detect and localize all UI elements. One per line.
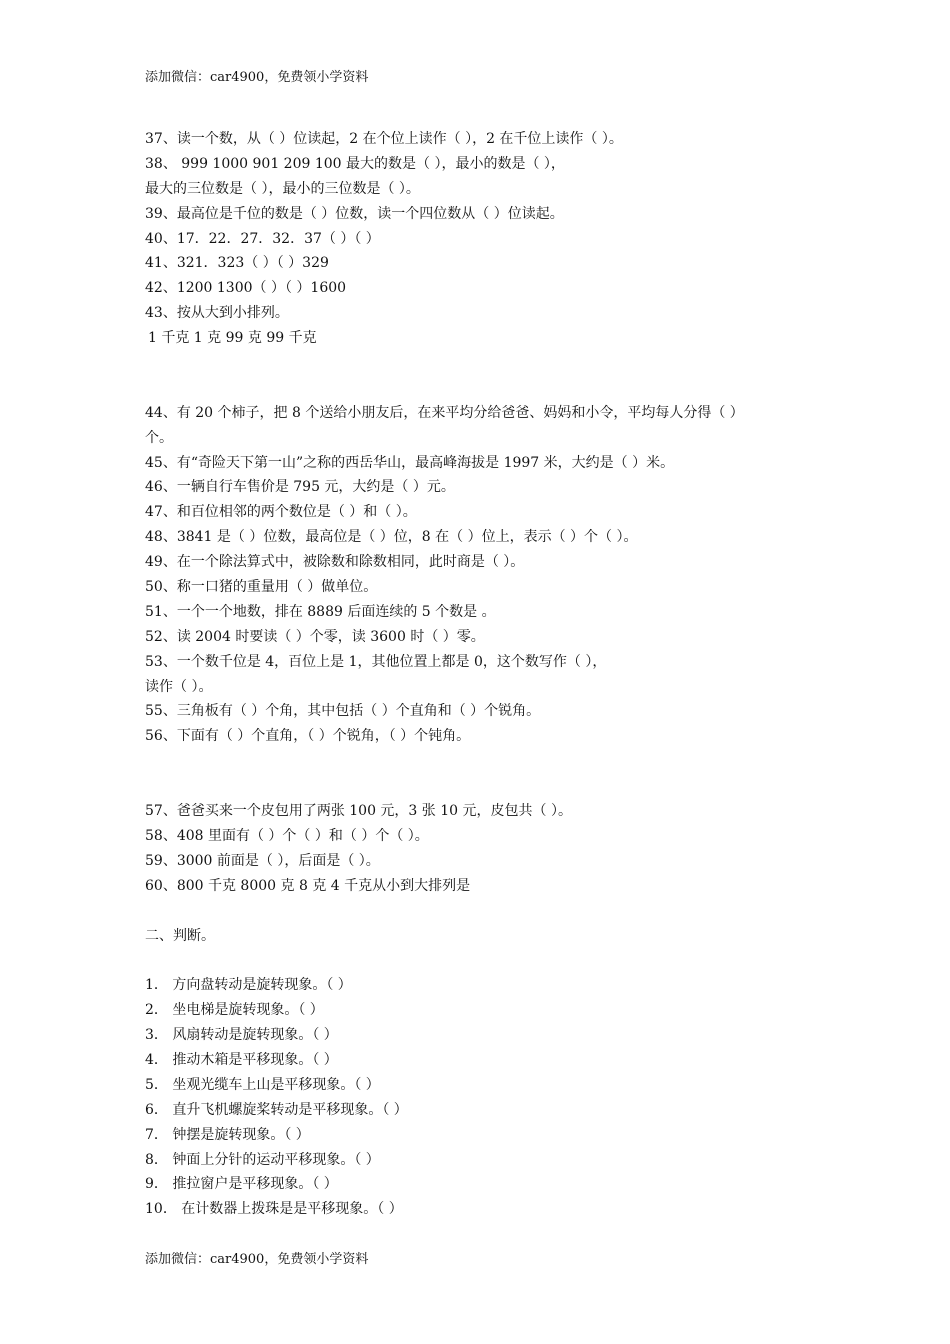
question-block-57-60 (145, 799, 845, 899)
question-line: 53、一个数千位是 4，百位上是 1，其他位置上都是 0，这个数写作（ ）， (145, 653, 607, 670)
blank-space (145, 749, 845, 774)
section-heading-judge: 二、判断。 (145, 927, 215, 944)
judge-item: 9． 推拉窗户是平移现象。（ ） (145, 1176, 338, 1193)
question-line: 个。 (145, 429, 173, 446)
judge-item: 3． 风扇转动是旋转现象。（ ） (145, 1027, 338, 1044)
question-line: 1 千克 1 克 99 克 99 千克 (148, 330, 317, 347)
question-line: 最大的三位数是（ ），最小的三位数是（ ）。 (145, 180, 420, 197)
question-line: 39、最高位是千位的数是（ ）位数，读一个四位数从（ ）位读起。 (145, 205, 564, 222)
question-line: 60、800 千克 8000 克 8 克 4 千克从小到大排列是 (145, 877, 471, 894)
judge-item: 8． 钟面上分针的运动平移现象。（ ） (145, 1151, 380, 1168)
question-line: 45、有“奇险天下第一山”之称的西岳华山，最高峰海拔是 1997 米，大约是（ ）米。 (145, 454, 675, 471)
judge-item: 7． 钟摆是旋转现象。（ ） (145, 1126, 310, 1143)
question-line: 43、按从大到小排列。 (145, 305, 289, 322)
judge-item: 6． 直升飞机螺旋桨转动是平移现象。（ ） (145, 1101, 408, 1118)
judge-item: 5． 坐观光缆车上山是平移现象。（ ） (145, 1076, 380, 1093)
question-line: 46、一辆自行车售价是 795 元，大约是（ ）元。 (145, 479, 455, 496)
question-line: 40、17．22．27．32．37（ ）（ ） (145, 230, 380, 247)
question-line: 47、和百位相邻的两个数位是（ ）和（ ）。 (145, 504, 417, 521)
blank-space (145, 774, 845, 799)
judge-list (145, 973, 845, 1222)
judge-item: 2． 坐电梯是旋转现象。（ ） (145, 1002, 324, 1019)
question-line: 42、1200 1300（ ）（ ）1600 (145, 280, 347, 297)
question-line: 50、称一口猪的重量用（ ）做单位。 (145, 579, 378, 596)
question-line: 38、 999 1000 901 209 100 最大的数是（ ），最小的数是（ ）， (145, 155, 565, 172)
question-line: 57、爸爸买来一个皮包用了两张 100 元，3 张 10 元，皮包共（ ）。 (145, 803, 572, 820)
question-line: 读作（ ）。 (145, 678, 213, 695)
page-footer: 添加微信：car4900，免费领小学资料 (145, 1252, 369, 1267)
question-line: 58、408 里面有（ ）个（ ）和（ ）个（ ）。 (145, 827, 429, 844)
blank-space (145, 948, 845, 973)
question-block-44-56 (145, 401, 845, 749)
judge-item: 4． 推动木箱是平移现象。（ ） (145, 1051, 338, 1068)
question-line: 52、读 2004 时要读（ ）个零，读 3600 时（ ）零。 (145, 628, 485, 645)
question-line: 51、一个一个地数，排在 8889 后面连续的 5 个数是 。 (145, 603, 496, 620)
question-line: 55、三角板有（ ）个角，其中包括（ ）个直角和（ ）个锐角。 (145, 703, 541, 720)
question-line: 41、321．323（ ）（ ）329 (145, 255, 329, 272)
page-header: 添加微信：car4900，免费领小学资料 (145, 70, 369, 85)
question-block-37-43 (145, 127, 845, 351)
judge-item: 1． 方向盘转动是旋转现象。（ ） (145, 977, 352, 994)
blank-space (145, 376, 845, 401)
question-line: 37、读一个数，从（ ）位读起，2 在个位上读作（ ），2 在千位上读作（ ）。 (145, 131, 623, 147)
question-line: 48、3841 是（ ）位数，最高位是（ ）位，8 在（ ）位上，表示（ ）个（ ）。 (145, 529, 638, 546)
question-line: 49、在一个除法算式中，被除数和除数相同，此时商是（ ）。 (145, 554, 525, 571)
question-line: 56、下面有（ ）个直角，（ ）个锐角，（ ）个钝角。 (145, 728, 471, 745)
blank-space (145, 351, 845, 376)
document-body (145, 127, 845, 1222)
question-line: 59、3000 前面是（ ），后面是（ ）。 (145, 852, 380, 869)
blank-space (145, 899, 845, 924)
judge-item: 10． 在计数器上拨珠是是平移现象。（ ） (145, 1201, 403, 1218)
question-line: 44、有 20 个柿子，把 8 个送给小朋友后，在来平均分给爸爸、妈妈和小令，平均每人分得（ ） (145, 404, 744, 421)
